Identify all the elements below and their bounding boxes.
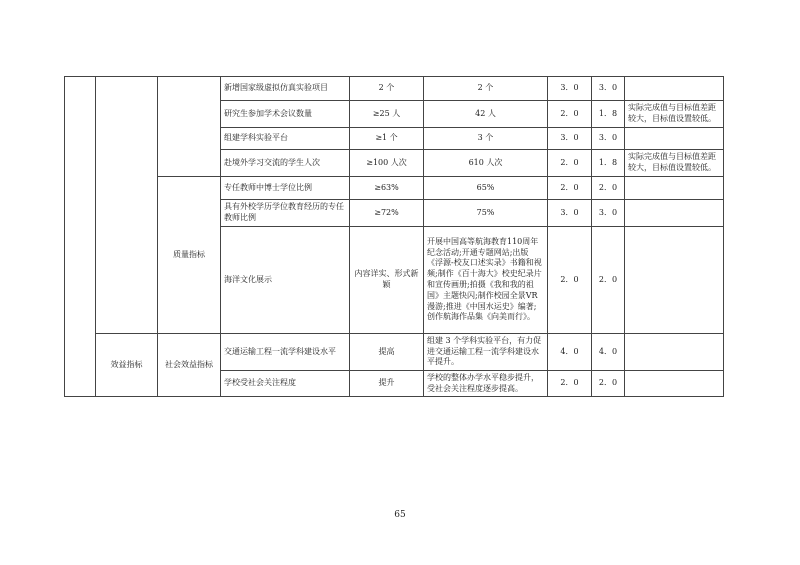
target-cell: 提升 bbox=[350, 371, 424, 397]
remark-cell bbox=[625, 334, 724, 371]
target-cell: 提高 bbox=[350, 334, 424, 371]
indicator-cell: 海洋文化展示 bbox=[221, 227, 350, 334]
remark-cell bbox=[625, 128, 724, 150]
indicator-cell: 交通运输工程一流学科建设水平 bbox=[221, 334, 350, 371]
table-row bbox=[65, 77, 724, 101]
score-cell: 3．0 bbox=[592, 77, 625, 101]
weight-cell: 3．0 bbox=[548, 128, 592, 150]
weight-cell: 2．0 bbox=[548, 150, 592, 177]
score-cell: 2．0 bbox=[592, 177, 625, 200]
social-benefit-label: 社会效益指标 bbox=[158, 334, 221, 397]
score-cell: 1．8 bbox=[592, 101, 625, 128]
actual-cell: 42 人 bbox=[424, 101, 548, 128]
performance-table bbox=[64, 76, 724, 397]
weight-cell: 2．0 bbox=[548, 101, 592, 128]
quality-indicator-label: 质量指标 bbox=[158, 177, 221, 334]
remark-cell bbox=[625, 200, 724, 227]
page-number: 65 bbox=[394, 510, 406, 520]
score-cell: 3．0 bbox=[592, 200, 625, 227]
score-cell: 2．0 bbox=[592, 371, 625, 397]
weight-cell: 2．0 bbox=[548, 177, 592, 200]
actual-cell: 65% bbox=[424, 177, 548, 200]
actual-cell: 组建 3 个学科实验平台，有力促进交通运输工程一流学科建设水平提升。 bbox=[424, 334, 548, 371]
target-cell: ≥63% bbox=[350, 177, 424, 200]
remark-cell bbox=[625, 77, 724, 101]
blank-col-2 bbox=[96, 77, 158, 334]
remark-cell bbox=[625, 371, 724, 397]
target-cell: 2 个 bbox=[350, 77, 424, 101]
actual-cell: 学校的整体办学水平稳步提升，受社会关注程度逐步提高。 bbox=[424, 371, 548, 397]
indicator-cell: 具有外校学历学位教育经历的专任教师比例 bbox=[221, 200, 350, 227]
score-cell: 2．0 bbox=[592, 227, 625, 334]
score-cell: 1．8 bbox=[592, 150, 625, 177]
actual-cell: 75% bbox=[424, 200, 548, 227]
target-cell: 内容详实、形式新颖 bbox=[350, 227, 424, 334]
target-cell: ≥1 个 bbox=[350, 128, 424, 150]
remark-cell bbox=[625, 177, 724, 200]
actual-cell: 开展中国高等航海教育110周年纪念活动;开通专题网站;出版《浮源-校友口述实录》书籍和视频;制作《百十海大》校史纪录片和宣传画册;拍摄《我和我的祖国》主题快闪;制作校园全景VR 漫游;推进《中国水运史》编著;创作航海作品集《向美而行》。 bbox=[424, 227, 548, 334]
indicator-cell: 研究生参加学术会议数量 bbox=[221, 101, 350, 128]
weight-cell: 4．0 bbox=[548, 334, 592, 371]
indicator-cell: 组建学科实验平台 bbox=[221, 128, 350, 150]
indicator-cell: 专任教师中博士学位比例 bbox=[221, 177, 350, 200]
target-cell: ≥25 人 bbox=[350, 101, 424, 128]
score-cell: 3．0 bbox=[592, 128, 625, 150]
indicator-cell: 赴境外学习交流的学生人次 bbox=[221, 150, 350, 177]
blank-col-3 bbox=[158, 77, 221, 177]
remark-cell bbox=[625, 227, 724, 334]
remark-cell: 实际完成值与目标值差距较大，目标值设置较低。 bbox=[625, 101, 724, 128]
target-cell: ≥100 人次 bbox=[350, 150, 424, 177]
score-cell: 4．0 bbox=[592, 334, 625, 371]
weight-cell: 2．0 bbox=[548, 371, 592, 397]
indicator-cell: 新增国家级虚拟仿真实验项目 bbox=[221, 77, 350, 101]
actual-cell: 3 个 bbox=[424, 128, 548, 150]
table-row bbox=[65, 334, 724, 371]
table-row bbox=[65, 177, 724, 200]
remark-cell: 实际完成值与目标值差距较大，目标值设置较低。 bbox=[625, 150, 724, 177]
indicator-cell: 学校受社会关注程度 bbox=[221, 371, 350, 397]
weight-cell: 3．0 bbox=[548, 200, 592, 227]
actual-cell: 610 人次 bbox=[424, 150, 548, 177]
blank-col-1 bbox=[65, 77, 96, 397]
benefit-indicator-label: 效益指标 bbox=[96, 334, 158, 397]
actual-cell: 2 个 bbox=[424, 77, 548, 101]
weight-cell: 3．0 bbox=[548, 77, 592, 101]
table-body bbox=[65, 77, 724, 397]
weight-cell: 2．0 bbox=[548, 227, 592, 334]
target-cell: ≥72% bbox=[350, 200, 424, 227]
